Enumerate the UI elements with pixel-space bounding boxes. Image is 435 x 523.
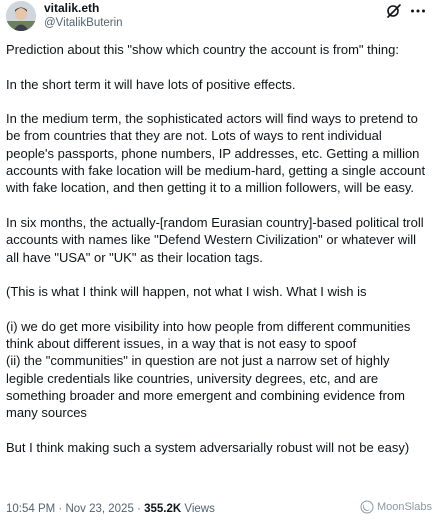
tweet-header <box>6 0 429 32</box>
author-name[interactable]: vitalik.eth <box>44 1 100 15</box>
tweet-paragraph-6: (i) we do get more visibility into how people from different communities think about different issues, in a way that is not easy to spoof <box>6 318 411 352</box>
watermark-text: MoonSlabs <box>376 501 432 513</box>
views-label: Views <box>181 503 215 515</box>
tweet-text <box>6 41 430 473</box>
grok-icon[interactable] <box>385 2 403 20</box>
avatar[interactable] <box>6 1 36 31</box>
tweet-paragraph-2: In the short term it will have lots of positive effects. <box>6 76 296 92</box>
watermark <box>360 499 432 515</box>
tweet-paragraph-1: Prediction about this "show which country the account is from" thing: <box>6 42 399 57</box>
tweet-paragraph-8: But I think making such a system adversarially robust will not be easy) <box>6 439 410 455</box>
tweet-paragraph-5: (This is what I think will happen, not what I wish. What I wish is <box>6 284 367 300</box>
tweet-meta <box>6 501 215 517</box>
more-icon[interactable] <box>409 2 427 20</box>
tweet-paragraph-4: In six months, the actually-[random Eurasian country]-based political troll accounts with names like "Defend Western Civilization" or whatever will all have "USA" or "UK" as their location tags. <box>6 214 424 265</box>
author-info <box>44 0 123 31</box>
author-handle[interactable]: @VitalikButerin <box>44 17 123 29</box>
tweet-paragraph-7: (ii) the "communities" in question are not just a narrow set of highly legible credentials like countries, university degrees, etc, and are something broader and more emergent and combining evidence from many sources <box>6 353 405 421</box>
timestamp[interactable]: 10:54 PM · Nov 23, 2025 · <box>6 503 145 515</box>
views-count[interactable]: 355.2K <box>144 503 182 515</box>
tweet-paragraph-3: In the medium term, the sophisticated actors will find ways to pretend to be from countries that they are not. Lots of ways to rent individual people's passports, phone numbers, IP addresses, etc. Getting a million accounts with fake location will be medium-hard, getting a single account with fake location, and then getting it to a million followers, will be easy. <box>6 111 426 196</box>
avatar-image <box>6 1 36 31</box>
moonslabs-logo-icon <box>360 500 374 514</box>
